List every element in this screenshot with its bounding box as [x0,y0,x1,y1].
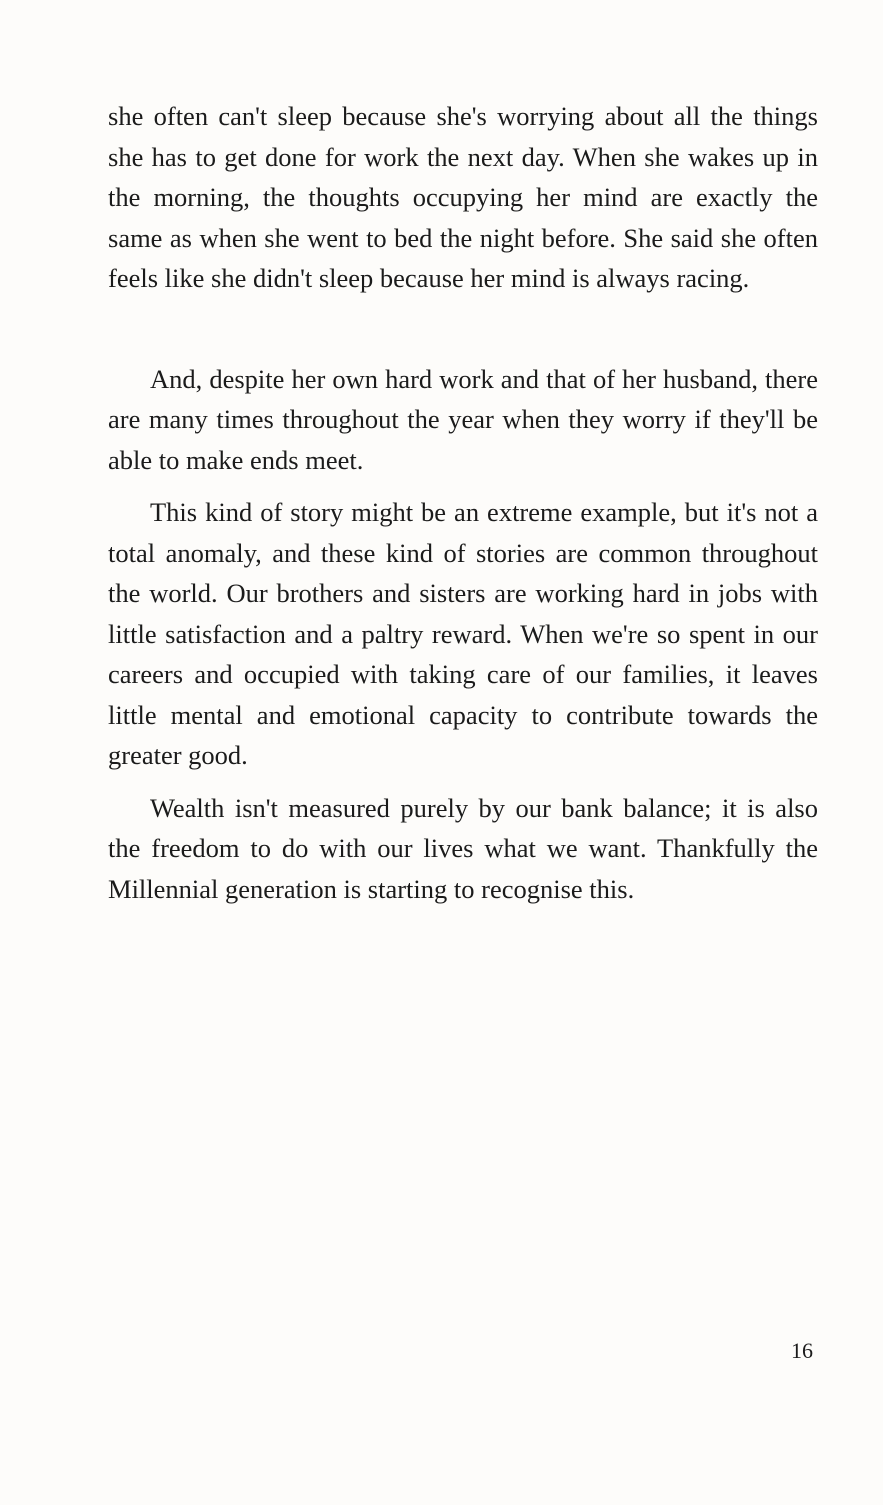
paragraph-3: This kind of story might be an extreme example, but it's not a total anomaly, and these kind of stories are common throughout the world. Our brothers and sisters are working hard in jobs with little satisfaction and a paltry reward. When we're so spent in our careers and occupied with taking care of our families, it leaves little mental and emotional capacity to contribute towards the greater good. [108,497,818,770]
paragraph-spacer [108,299,818,359]
paragraph-2: And, despite her own hard work and that of her husband, there are many times throughout the year when they worry if they'll be able to make ends meet. [108,363,818,475]
paragraph-1: she often can't sleep because she's worrying about all the things she has to get done for work the next day. When she wakes up in the morning, the thoughts occupying her mind are exactly the same as when she went to bed the night before. She said she often feels like she didn't sleep because her mind is always racing. [108,101,818,293]
paragraph-spacer [108,776,818,788]
paragraph-spacer [108,480,818,492]
paragraph-4: Wealth isn't measured purely by our bank balance; it is also the freedom to do with our lives what we want. Thankfully the Millennial generation is starting to recognise this. [108,792,818,904]
page-number: 16 [791,1338,813,1363]
page-content [108,96,818,909]
